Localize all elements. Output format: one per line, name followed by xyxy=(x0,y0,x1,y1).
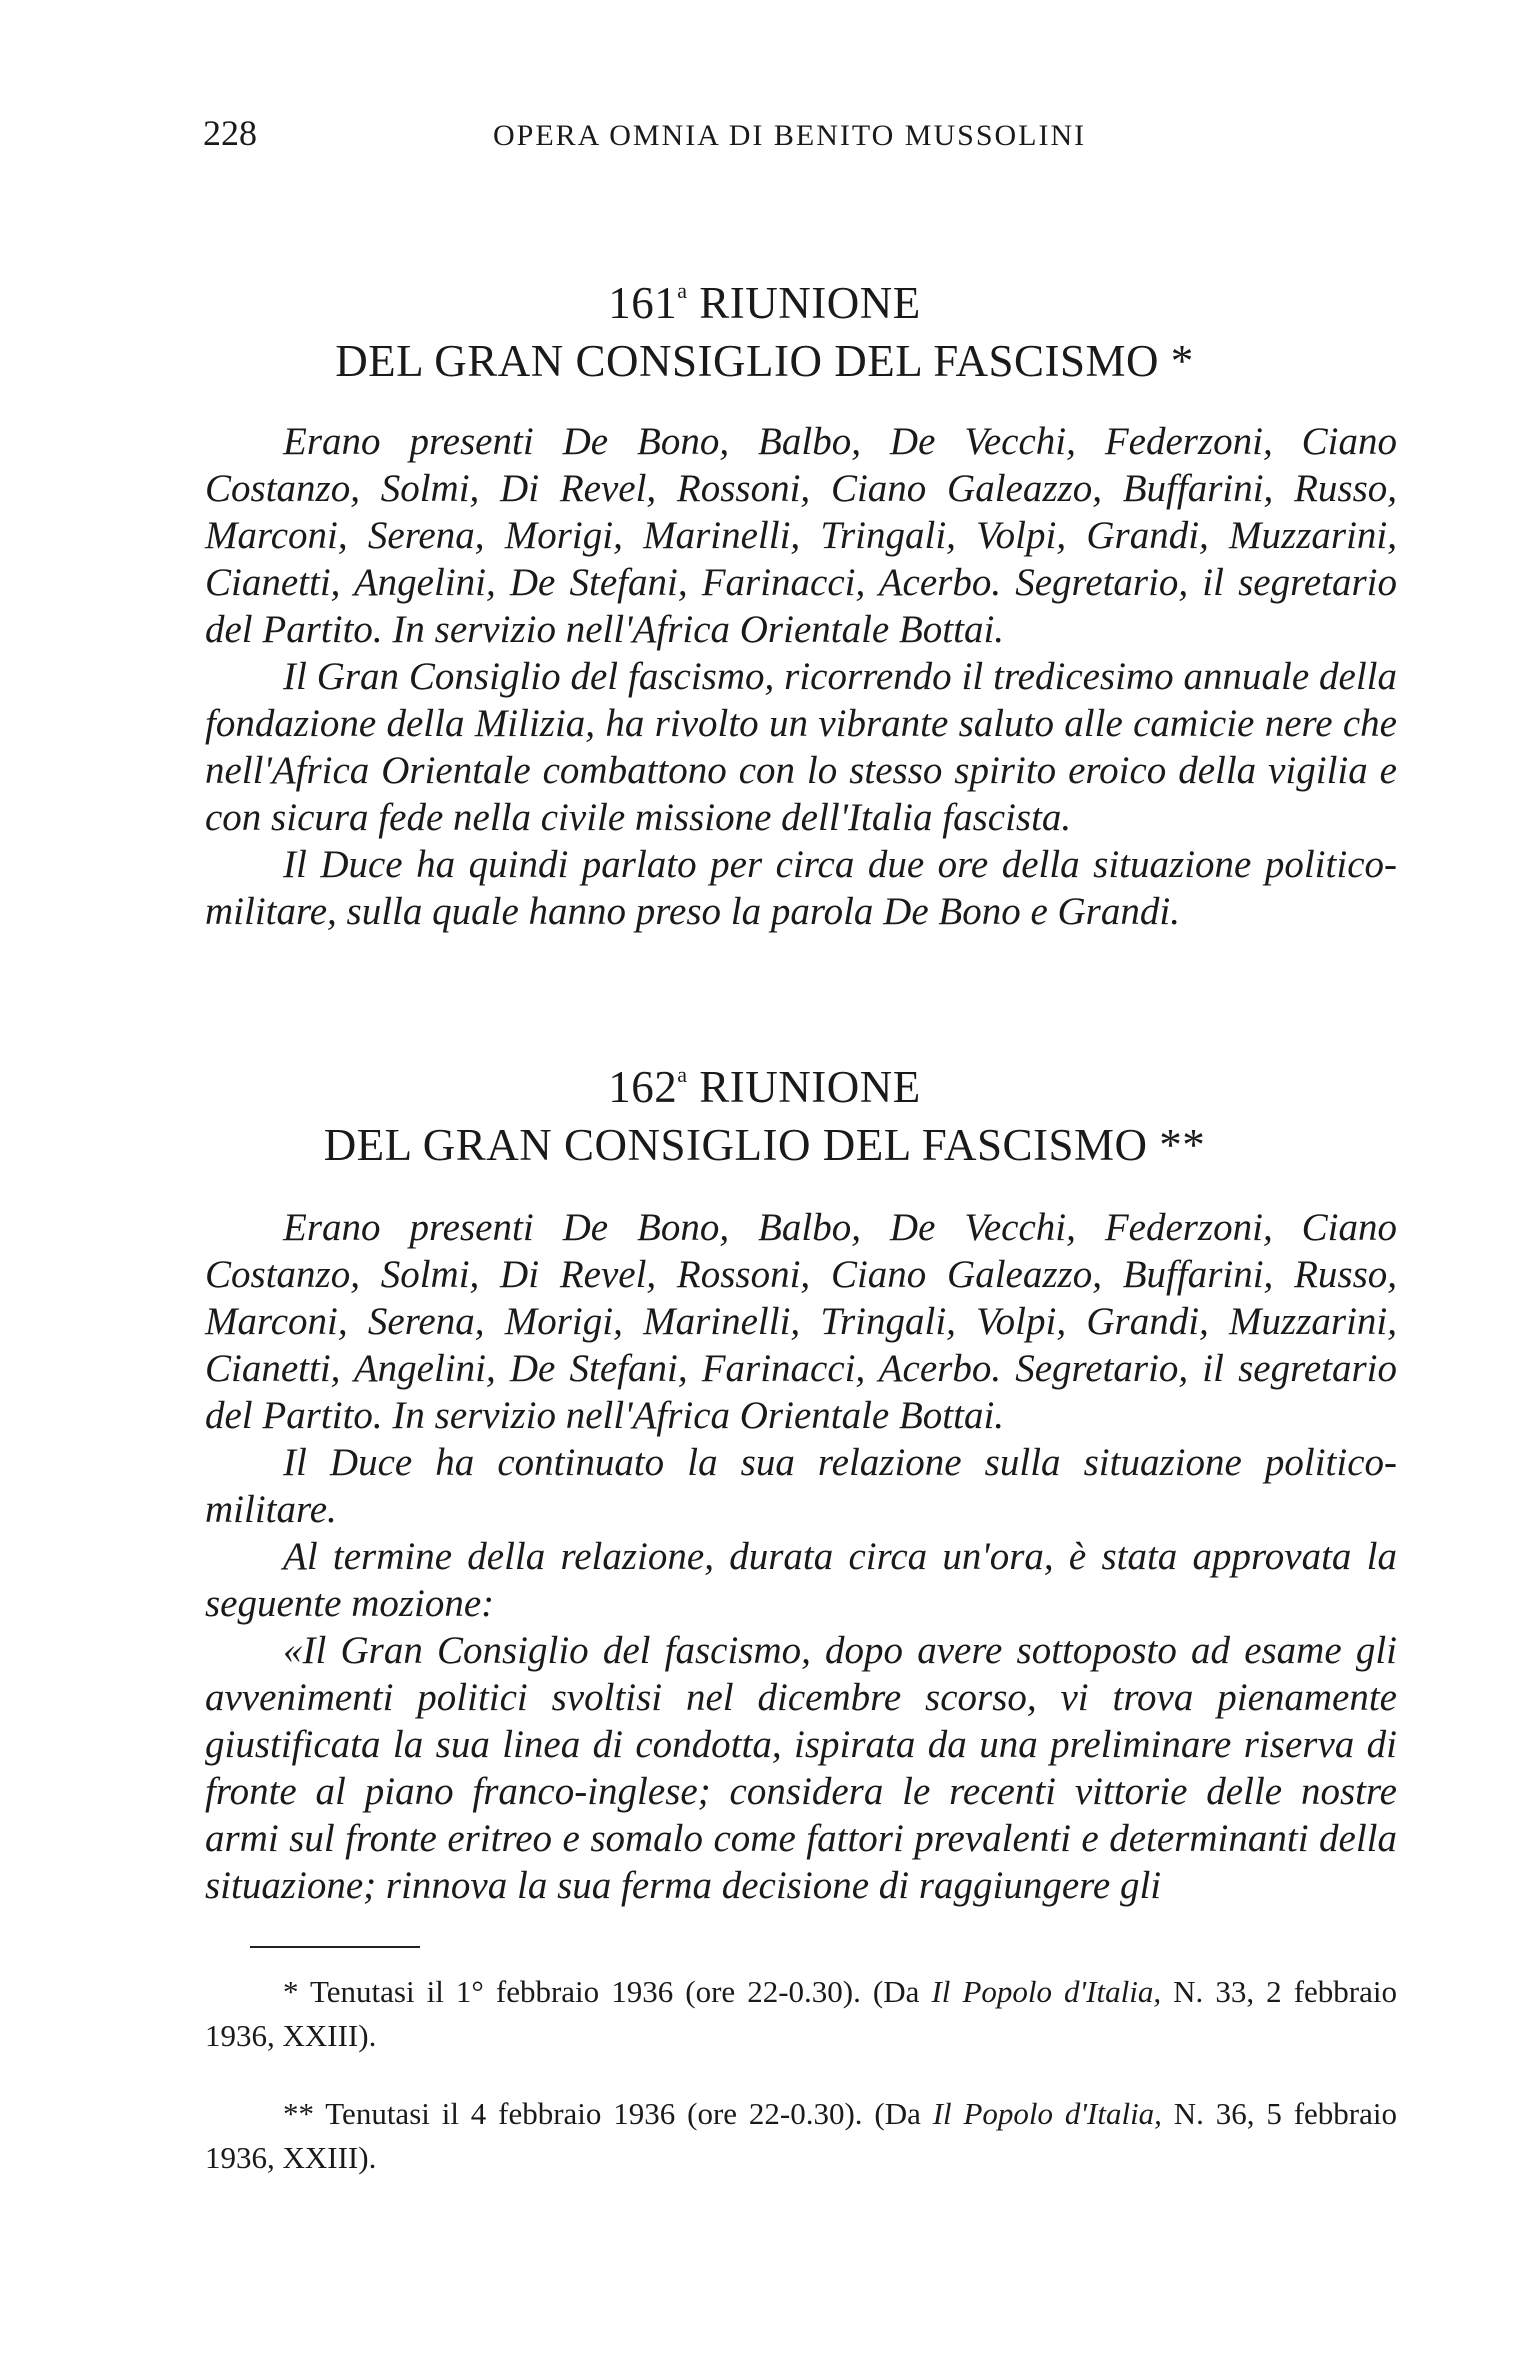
paragraph: Erano presenti De Bono, Balbo, De Vecchi, Federzoni, Ciano Costanzo, Solmi, Di Revel, Rossoni, Ciano Galeazzo, Buffarini, Russo, Marconi, Serena, Morigi, Marinelli, Tringali, Volpi, Grandi, Muzzarini, Cianetti, Angelini, De Stefani, Farinacci, Acerbo. Segretario, il segretario del Partito. In servizio nell'Africa Orientale Bottai. xyxy=(205,420,1397,651)
running-title: OPERA OMNIA DI BENITO MUSSOLINI xyxy=(493,119,1087,152)
paragraph: Il Gran Consiglio del fascismo, ricorrendo il tredicesimo annuale della fondazione della Milizia, ha rivolto un vibrante saluto alle camicie nere che nell'Africa Orientale combattono con lo stesso spirito eroico della vigilia e con sicura fede nella civile missione dell'Italia fascista. xyxy=(205,655,1397,839)
title-ordinal: a xyxy=(677,278,688,303)
running-head xyxy=(203,113,1403,156)
section-title-162 xyxy=(0,1046,1529,1174)
footnote-text: ** Tenutasi il 4 febbraio 1936 (ore 22-0.30). (Da xyxy=(283,2096,933,2131)
title-word: RIUNIONE xyxy=(687,278,921,328)
paragraph: Il Duce ha quindi parlato per circa due ore della situazione politico-militare, sulla quale hanno preso la parola De Bono e Grandi. xyxy=(205,843,1397,933)
title-ordinal: a xyxy=(677,1062,688,1087)
section-title-line-1 xyxy=(0,262,1529,332)
section-title-161 xyxy=(0,262,1529,390)
footnote xyxy=(205,1970,1397,2058)
title-number: 161 xyxy=(608,278,678,328)
paragraph: Il Duce ha continuato la sua relazione sulla situazione politico-militare. xyxy=(205,1441,1397,1531)
paragraph: Erano presenti De Bono, Balbo, De Vecchi, Federzoni, Ciano Costanzo, Solmi, Di Revel, Rossoni, Ciano Galeazzo, Buffarini, Russo, Marconi, Serena, Morigi, Marinelli, Tringali, Volpi, Grandi, Muzzarini, Cianetti, Angelini, De Stefani, Farinacci, Acerbo. Segretario, il segretario del Partito. In servizio nell'Africa Orientale Bottai. xyxy=(205,1206,1397,1437)
section-title-line-2: DEL GRAN CONSIGLIO DEL FASCISMO * xyxy=(335,336,1194,386)
footnote-source: Il Popolo d'Italia, xyxy=(931,1974,1162,2009)
title-number: 162 xyxy=(608,1062,678,1112)
footnote-divider xyxy=(250,1946,420,1948)
footnote-text: N. 33, 2 febbraio 1936, XXIII). xyxy=(205,1974,1397,2053)
footnote-source: Il Popolo d'Italia, xyxy=(932,2096,1162,2131)
footnote-text: N. 36, 5 febbraio 1936, XXIII). xyxy=(205,2096,1398,2175)
section-title-line-2: DEL GRAN CONSIGLIO DEL FASCISMO ** xyxy=(323,1120,1206,1170)
paragraph: Al termine della relazione, durata circa un'ora, è stata approvata la seguente mozione: xyxy=(205,1535,1397,1625)
footnote xyxy=(205,2092,1397,2180)
title-word: RIUNIONE xyxy=(687,1062,921,1112)
section-title-line-1 xyxy=(0,1046,1529,1116)
section-body-161 xyxy=(205,418,1397,935)
footnotes xyxy=(205,1970,1397,2214)
paragraph: «Il Gran Consiglio del fascismo, dopo avere sottoposto ad esame gli avvenimenti politici svoltisi nel dicembre scorso, vi trova pienamente giustificata la sua linea di condotta, ispirata da una preliminare riserva di fronte al piano franco-inglese; considera le recenti vittorie delle nostre armi sul fronte eritreo e somalo come fattori prevalenti e determinanti della situazione; rinnova la sua ferma decisione di raggiungere gli xyxy=(205,1629,1397,1907)
footnote-text: * Tenutasi il 1° febbraio 1936 (ore 22-0.30). (Da xyxy=(283,1974,932,2009)
section-body-162 xyxy=(205,1204,1397,1909)
page-number: 228 xyxy=(203,113,257,153)
